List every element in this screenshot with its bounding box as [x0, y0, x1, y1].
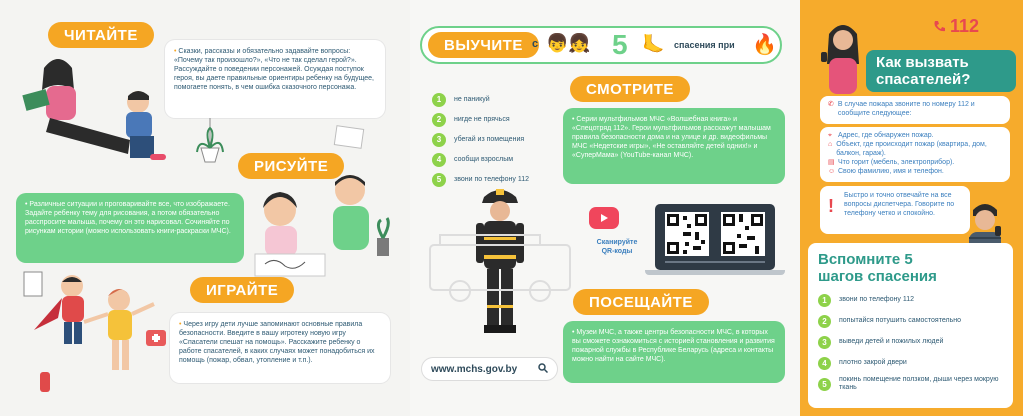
learn-number: 5 [612, 29, 628, 60]
answer-text: Быстро и точно отвечайте на все вопросы диспетчера. Говорите по телефону четко и спокойно. [844, 192, 955, 217]
call-text: В случае пожара звоните по номеру 112 и сообщите следующее: [837, 101, 975, 117]
woman-phone-illustration [815, 18, 870, 98]
phone-number: 112 [950, 16, 980, 36]
learn-with: с [532, 38, 539, 50]
info-box: ⌖ Адрес, где обнаружен пожар. ⌂ Объект, где происходит пожар (квартира, дом, балкон, гараж). ▤ Что горит (мебель, электроприбор). ☺ Свою фамилию, имя и телефон. [820, 127, 1010, 182]
learn-steps-list [432, 90, 529, 190]
play-bubble: • Через игру дети лучше запоминают основные правила безопасности. Введите в вашу игротеку новую игру «Спасатели спешат на помощь». Расскажите ребенку о работе спасателей, в каких случаях может понадобиться их помощь (пожар, обвал, утопление и т.п.). [170, 313, 390, 383]
draw-bubble: • Различные ситуации и проговаривайте все, что изображаете. Задайте ребенку тему для рисования, а потом обязательно расспросите малыша, почему он это нарисовал. Сочиняйте по рисункам истории (можно использовать книги-раскраски МЧС). [16, 193, 244, 263]
wall-picture [334, 125, 365, 149]
learn-title: ВЫУЧИТЕ [428, 32, 539, 58]
read-bubble: • Сказки, рассказы и обязательно задавайте вопросы: «Почему так произошло?», «Что не так сделал герой?». Рассуждайте о поведении персонажей. Осуждая поступок героя, вы даете правильные ориентиры ребенку на будущее, помогаете понять, в чем ошибка сказочного персонажа. [165, 40, 385, 118]
remember-box [808, 243, 1013, 408]
list-item: 2 нигде не прячься [432, 110, 529, 129]
fire-truck-outline [425, 225, 585, 305]
visit-title: ПОСЕЩАЙТЕ [573, 289, 709, 315]
kids-faces-icon: 👦👧 [546, 33, 591, 53]
exclamation-icon: ! [828, 196, 834, 216]
search-icon[interactable] [538, 363, 548, 376]
phone-small-icon: ✆ [828, 101, 834, 108]
sofa-icon: ▤ [828, 159, 835, 166]
call-box [820, 96, 1010, 124]
list-item: 1 не паникуй [432, 90, 529, 109]
youtube-play-icon[interactable] [589, 207, 619, 229]
list-item: 3 выведи детей и пожилых людей [818, 333, 1003, 351]
person-icon: ☺ [828, 168, 836, 175]
read-title: ЧИТАЙТЕ [48, 22, 154, 48]
phone-icon [932, 20, 946, 34]
how-to-call-heading: Как вызвать спасателей? [866, 50, 1016, 92]
remember-title: Вспомните 5 шагов спасения [818, 251, 937, 285]
website-url-bar[interactable] [422, 358, 557, 380]
visit-text: Музеи МЧС, а также центры безопасности МЧС, в которых вы сможете ознакомиться с историей становления и развития пожарной службы в Республике Беларусь (адреса и контакты можно найти на сайте МЧС). [572, 329, 775, 363]
list-item: 4 сообщи взрослым [432, 150, 529, 169]
laptop-screen [655, 204, 775, 270]
reading-family-illustration [10, 50, 180, 170]
learn-header [420, 26, 782, 64]
video-progress-bar[interactable] [665, 261, 765, 263]
answer-box [820, 186, 970, 234]
laptop-base [645, 270, 785, 275]
hanging-plant-illustration [195, 118, 225, 178]
list-item: 5 покинь помещение ползком, дыши через мокрую ткань [818, 375, 1003, 393]
watch-bubble: • Серии мультфильмов МЧС «Волшебная книга» и «Спецотряд 112». Герои мультфильмов расскажут малышам правила безопасности дома и на улице и др. видеофильмы МЧС «Недетские игры», «Не оставляйте детей одних!» и «СуперМама» (YouTube-канал МЧС). [563, 108, 785, 184]
play-title: ИГРАЙТЕ [190, 277, 294, 303]
qr-code-2[interactable] [721, 212, 765, 256]
play-text: Через игру дети лучше запоминают основные правила безопасности. Введите в вашу игротеку новую игру «Спасатели спешат на помощь». Расскажите ребенку о работе спасателей, в каких случаях может понадобиться их помощь (пожар, обвал, утопление и т.п.). [179, 321, 375, 364]
remember-steps-list [818, 291, 1003, 393]
list-item: 3 убегай из помещения [432, 130, 529, 149]
read-text: Сказки, рассказы и обязательно задавайте вопросы: «Почему так произошло?», «Что не так сделал герой?». Рассуждайте о поведении персонажей. Осуждая поступок героя, вы даете правильные ориентиры ребенку на будущее, помогаете понять, в чем ошибка сказочного персонажа. [174, 48, 374, 91]
drawing-kids-illustration [235, 168, 405, 278]
list-item: 5 звони по телефону 112 [432, 170, 529, 189]
watch-text: Серии мультфильмов МЧС «Волшебная книга» и «Спецотряд 112». Герои мультфильмов расскажут малышам правила безопасности дома и на улице и др. видеофильмы МЧС «Недетские игры», «Не оставляйте детей одних!» и «СуперМама» (YouTube-канал МЧС). [572, 116, 771, 159]
qr-code-1[interactable] [665, 212, 709, 256]
building-icon: ⌂ [828, 141, 833, 148]
emergency-phone [932, 16, 979, 37]
playing-kids-illustration [14, 268, 174, 408]
draw-title: РИСУЙТЕ [238, 153, 344, 179]
foot-icon: 🦶 [642, 34, 665, 54]
visit-bubble: • Музеи МЧС, а также центры безопасности МЧС, в которых вы сможете ознакомиться с историей становления и развития пожарной службы в Республике Беларусь (адреса и контакты можно найти на сайте МЧС). [563, 321, 785, 383]
draw-text: Различные ситуации и проговаривайте все, что изображаете. Задайте ребенку тему для рисования, а потом обязательно расспросите малыша, почему он это нарисовал. Сочиняйте по рисункам истории (можно использовать книги-раскраски МЧС). [25, 201, 231, 235]
scan-label: Сканируйте QR-коды [596, 239, 638, 255]
list-item: 4 плотно закрой двери [818, 354, 1003, 372]
list-item: 1 звони по телефону 112 [818, 291, 1003, 309]
watch-title: СМОТРИТЕ [570, 76, 690, 102]
learn-suffix: спасения при [674, 40, 735, 50]
fire-icon: 🔥 [752, 34, 777, 56]
location-icon: ⌖ [828, 132, 832, 139]
website-url[interactable]: www.mchs.gov.by [431, 363, 518, 375]
list-item: 2 попытайся потушить самостоятельно [818, 312, 1003, 330]
